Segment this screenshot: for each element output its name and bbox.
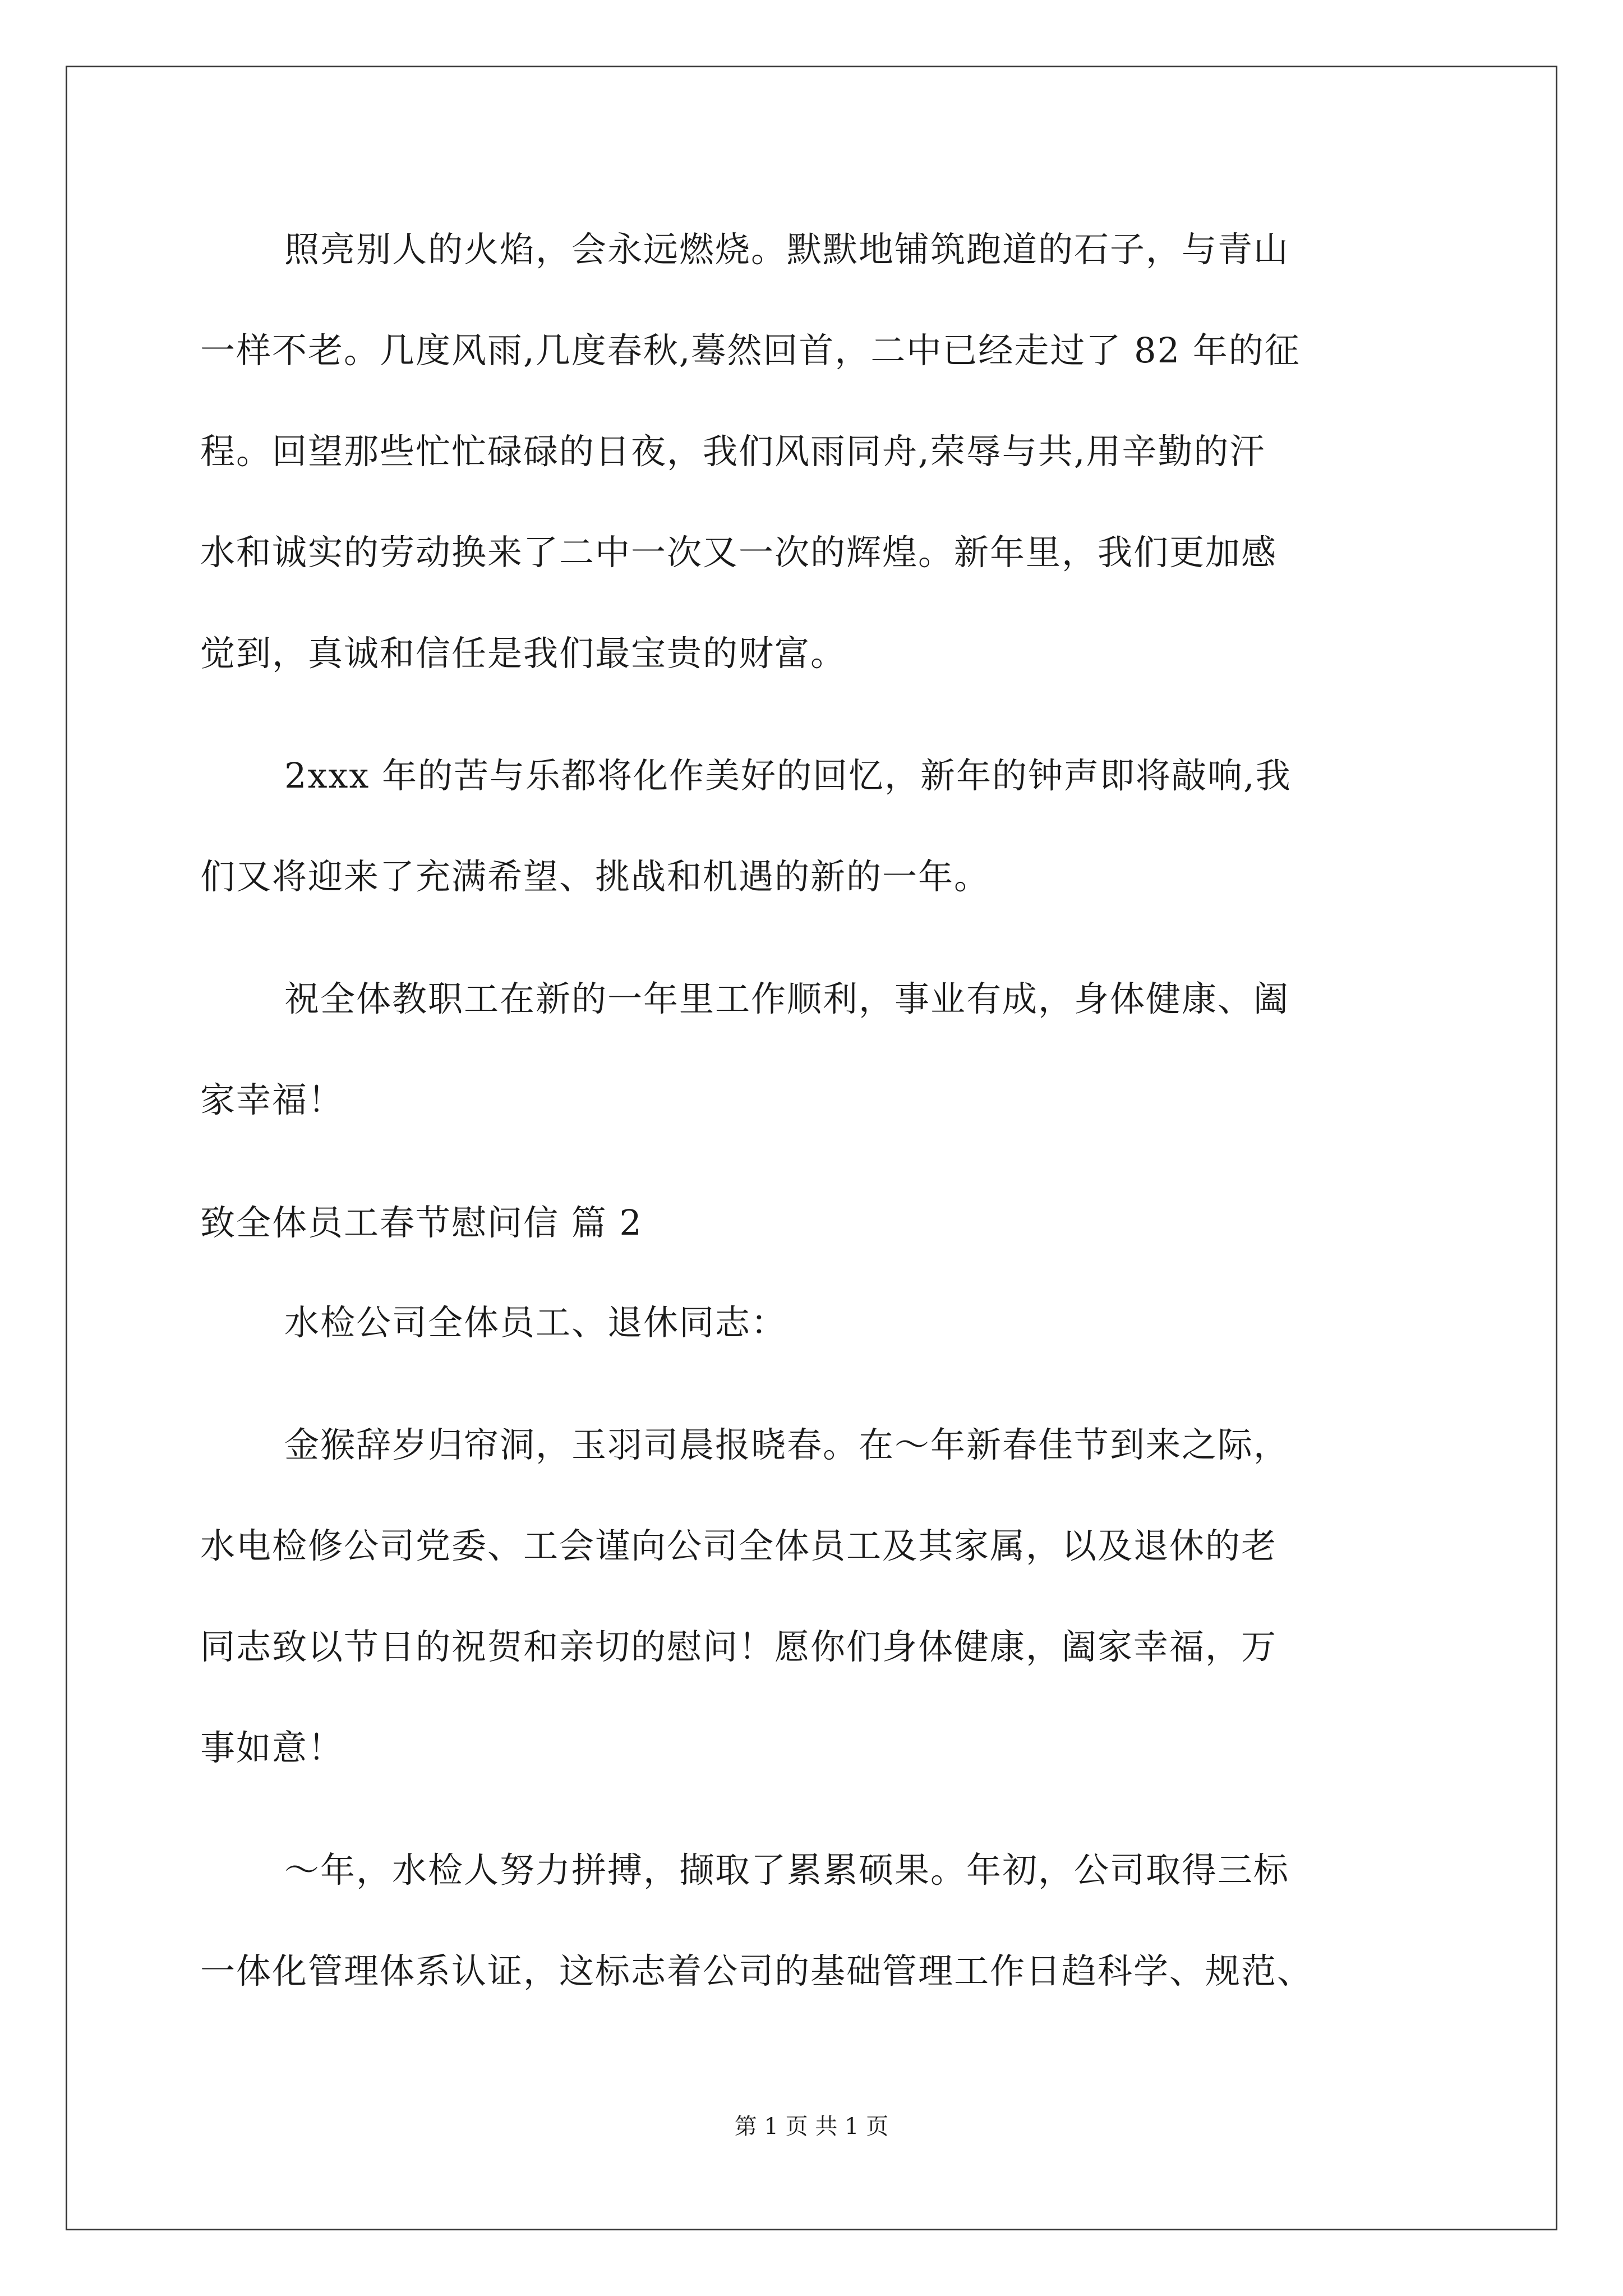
salutation: 水检公司全体员工、退休同志：: [284, 1302, 787, 1343]
page-border: [66, 66, 1557, 2230]
text-line-9: 家幸福！: [200, 1079, 344, 1120]
text-line-17: 一体化管理体系认证，这标志着公司的基础管理工作日趋科学、规范、: [200, 1950, 1313, 1991]
text-line-6: 2xxx 年的苦与乐都将化作美好的回忆，新年的钟声即将敲响,我: [284, 755, 1292, 796]
text-line-8: 祝全体教职工在新的一年里工作顺利，事业有成，身体健康、阖: [284, 978, 1290, 1019]
text-line-14: 同志致以节日的祝贺和亲切的慰问！愿你们身体健康，阖家幸福，万: [200, 1626, 1278, 1667]
section-heading: 致全体员工春节慰问信 篇 2: [200, 1202, 643, 1243]
text-line-4: 水和诚实的劳动换来了二中一次又一次的辉煌。新年里，我们更加感: [200, 532, 1278, 573]
text-line-7: 们又将迎来了充满希望、挑战和机遇的新的一年。: [200, 856, 990, 897]
text-line-1: 照亮别人的火焰，会永远燃烧。默默地铺筑跑道的石子，与青山: [284, 229, 1290, 270]
text-line-2: 一样不老。几度风雨,几度春秋,蓦然回首，二中已经走过了 82 年的征: [200, 330, 1301, 371]
page-footer: 第 1 页 共 1 页: [734, 2114, 889, 2139]
text-line-12: 金猴辞岁归帘洞，玉羽司晨报晓春。在～年新春佳节到来之际，: [284, 1424, 1290, 1465]
text-line-3: 程。回望那些忙忙碌碌的日夜，我们风雨同舟,荣辱与共,用辛勤的汗: [200, 431, 1266, 472]
text-line-5: 觉到，真诚和信任是我们最宝贵的财富。: [200, 633, 847, 674]
text-line-16: ～年，水检人努力拼搏，撷取了累累硕果。年初，公司取得三标: [284, 1849, 1290, 1890]
text-line-15: 事如意！: [200, 1727, 344, 1768]
text-line-13: 水电检修公司党委、工会谨向公司全体员工及其家属，以及退休的老: [200, 1525, 1278, 1566]
